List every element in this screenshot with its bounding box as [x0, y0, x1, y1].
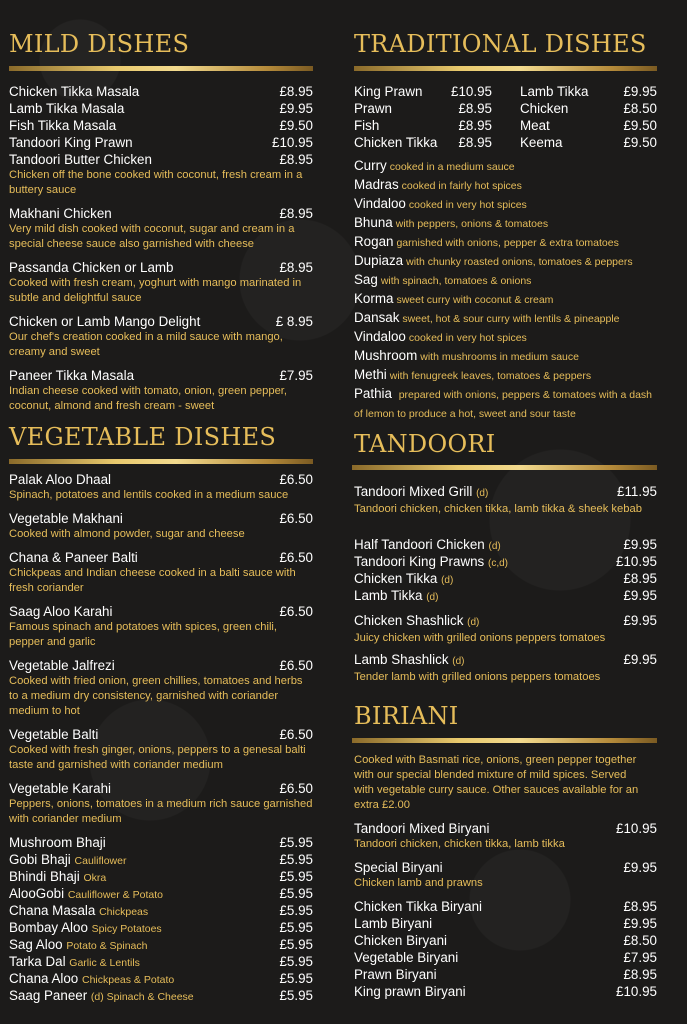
veg-rule — [9, 459, 313, 464]
menu-item: Chicken Tikka Biryani £8.95 — [354, 899, 657, 914]
biriani-intro: Cooked with Basmati rice, onions, green pepper together with our special blended mixture of mild spices. Served with vegetable curry sauce. Other sauces available for an extra £2.00 — [354, 754, 639, 811]
menu-item: Lamb Tikka Masala £9.95 — [9, 101, 313, 116]
curry-style: Sag with spinach, tomatoes & onions — [354, 272, 532, 287]
menu-item: Lamb Biryani £9.95 — [354, 916, 657, 931]
menu-item: Tandoori Butter Chicken £8.95 Chicken off the bone cooked with coconut, fresh cream in a buttery sauce — [9, 152, 313, 196]
menu-item: Bombay Aloo Spicy Potatoes £5.95 — [9, 920, 313, 935]
menu-item: Tandoori King Prawns (c,d) £10.95 — [354, 554, 657, 569]
menu-item: Tandoori Mixed Grill (d) £11.95 Tandoori chicken, chicken tikka, lamb tikka & sheek kebab — [354, 484, 657, 515]
mild-rule — [9, 66, 313, 71]
curry-style: Curry cooked in a medium sauce — [354, 158, 515, 173]
menu-item: Chicken Tikka Masala £8.95 — [9, 84, 313, 99]
curry-style: Rogan garnished with onions, pepper & extra tomatoes — [354, 234, 619, 249]
menu-item: Vegetable Biryani £7.95 — [354, 950, 657, 965]
menu-item: Gobi Bhaji Cauliflower £5.95 — [9, 852, 313, 867]
curry-style: Dupiaza with chunky roasted onions, tomatoes & peppers — [354, 253, 633, 268]
menu-item: Bhindi Bhaji Okra £5.95 — [9, 869, 313, 884]
vegetable-dishes-heading: VEGETABLE DISHES — [9, 423, 277, 451]
menu-item: Tarka Dal Garlic & Lentils £5.95 — [9, 954, 313, 969]
grid-row: King Prawn £10.95 Lamb Tikka £9.95 — [354, 84, 657, 99]
biriani-rule — [352, 738, 657, 743]
menu-item: Saag Paneer (d) Spinach & Cheese £5.95 — [9, 988, 313, 1003]
tandoori-heading: TANDOORI — [354, 430, 496, 458]
menu-item: Paneer Tikka Masala £7.95 Indian cheese cooked with tomato, onion, green pepper, coconut, almond and fresh cream - sweet — [9, 368, 313, 412]
menu-item: Vegetable Karahi £6.50 Peppers, onions, tomatoes in a medium rich sauce garnished with coriander medium — [9, 781, 313, 825]
menu-item: Makhani Chicken £8.95 Very mild dish cooked with coconut, sugar and cream in a special cheese sauce also garnished with cheese — [9, 206, 313, 250]
menu-item: Vegetable Jalfrezi £6.50 Cooked with fried onion, green chillies, tomatoes and herbs to a medium dry consistency, garnished with coriander medium to hot — [9, 658, 313, 717]
grid-row: Fish £8.95 Meat £9.50 — [354, 118, 657, 133]
menu-item: Saag Aloo Karahi £6.50 Famous spinach and potatoes with spices, green chili, pepper and garlic — [9, 604, 313, 648]
curry-style: Dansak sweet, hot & sour curry with lentils & pineapple — [354, 310, 620, 325]
menu-item: AlooGobi Cauliflower & Potato £5.95 — [9, 886, 313, 901]
menu-item: Chicken Tikka (d) £8.95 — [354, 571, 657, 586]
menu-item: Tandoori Mixed Biryani £10.95 Tandoori chicken, chicken tikka, lamb tikka — [354, 821, 657, 850]
menu-item: Chana & Paneer Balti £6.50 Chickpeas and Indian cheese cooked in a balti sauce with fresh coriander — [9, 550, 313, 594]
curry-style: Korma sweet curry with coconut & cream — [354, 291, 554, 306]
curry-style: Mushroom with mushrooms in medium sauce — [354, 348, 579, 363]
traditional-price-grid — [354, 83, 657, 151]
curry-style: Bhuna with peppers, onions & tomatoes — [354, 215, 549, 230]
menu-item: Lamb Tikka (d) £9.95 — [354, 588, 657, 603]
item-description: Chicken off the bone cooked with coconut, fresh cream in a buttery sauce — [9, 169, 303, 196]
menu-item: Tandoori King Prawn £10.95 — [9, 135, 313, 150]
biriani-heading: BIRIANI — [354, 702, 459, 730]
traditional-rule — [354, 66, 657, 71]
menu-item: Chicken Shashlick (d) £9.95 Juicy chicken with grilled onions peppers tomatoes — [354, 613, 657, 644]
menu-item: Passanda Chicken or Lamb £8.95 Cooked with fresh cream, yoghurt with mango marinated in subtle and delightful sauce — [9, 260, 313, 304]
grid-row: Chicken Tikka £8.95 Keema £9.50 — [354, 135, 657, 150]
menu-item: Chicken or Lamb Mango Delight £ 8.95 Our chef's creation cooked in a mild sauce with mango, creamy and sweet — [9, 314, 313, 358]
menu-item: Prawn Biryani £8.95 — [354, 967, 657, 982]
tandoori-rule — [352, 465, 657, 470]
curry-style: Methi with fenugreek leaves, tomatoes & peppers — [354, 367, 592, 382]
curry-style: Vindaloo cooked in very hot spices — [354, 329, 527, 344]
menu-item: King prawn Biryani £10.95 — [354, 984, 657, 999]
grid-row: Prawn £8.95 Chicken £8.50 — [354, 101, 657, 116]
menu-item: Chana Masala Chickpeas £5.95 — [9, 903, 313, 918]
menu-item: Vegetable Balti £6.50 Cooked with fresh ginger, onions, peppers to a genesal balti taste and garnished with coriander medium — [9, 727, 313, 771]
menu-item: Chicken Biryani £8.50 — [354, 933, 657, 948]
menu-item: Mushroom Bhaji £5.95 — [9, 835, 313, 850]
curry-style: Vindaloo cooked in very hot spices — [354, 196, 527, 211]
menu-item: Lamb Shashlick (d) £9.95 Tender lamb with grilled onions peppers tomatoes — [354, 652, 657, 683]
menu-item: Fish Tikka Masala £9.50 — [9, 118, 313, 133]
menu-item: Palak Aloo Dhaal £6.50 Spinach, potatoes and lentils cooked in a medium sauce — [9, 472, 313, 501]
menu-item: Sag Aloo Potato & Spinach £5.95 — [9, 937, 313, 952]
menu-item: Vegetable Makhani £6.50 Cooked with almond powder, sugar and cheese — [9, 511, 313, 540]
traditional-dishes-heading: TRADITIONAL DISHES — [354, 30, 647, 58]
curry-style: Madras cooked in fairly hot spices — [354, 177, 522, 192]
menu-item: Special Biryani £9.95 Chicken lamb and prawns — [354, 860, 657, 889]
menu-item: Half Tandoori Chicken (d) £9.95 — [354, 537, 657, 552]
menu-item: Chana Aloo Chickpeas & Potato £5.95 — [9, 971, 313, 986]
mild-dishes-heading: MILD DISHES — [9, 30, 190, 58]
curry-style-pathia: Pathia prepared with onions, peppers & tomatoes with a dash of lemon to produce a hot, sweet and sour taste — [354, 386, 653, 420]
